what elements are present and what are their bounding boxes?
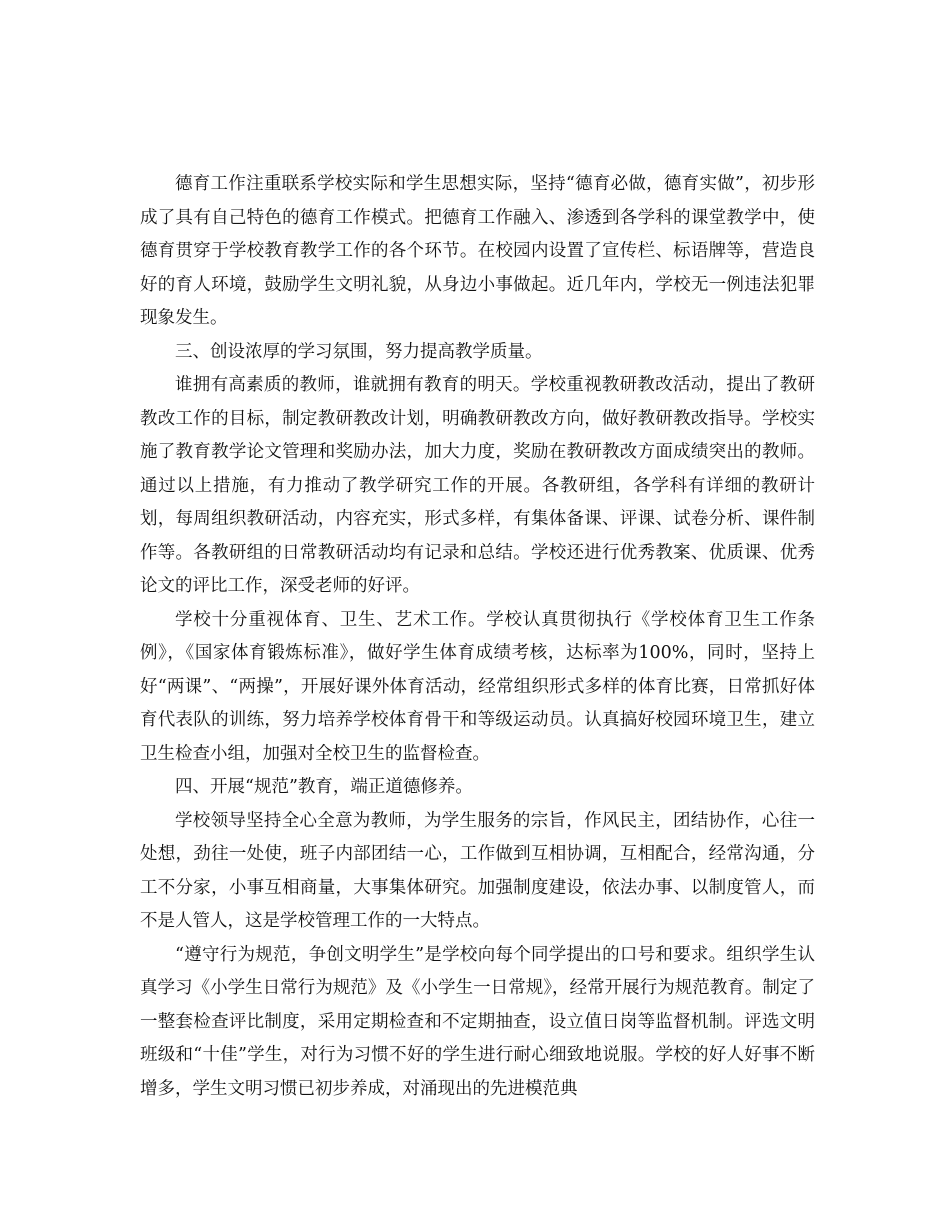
section-heading-3: 三、创设浓厚的学习氛围，努力提高教学质量。 [175, 341, 543, 362]
section-heading-4: 四、开展“规范”教育，端正道德修养。 [175, 777, 473, 797]
paragraph-sports-health: 学校十分重视体育、卫生、艺术工作。学校认真贯彻执行《学校体育卫生工作条例》，《国家体育锻炼标准》，做好学生体育成绩考核，达标率为100%，同时，坚持上好“两课”、“两操”，开展好课外体育活动，经常组织形式多样的体育比赛，日常抓好体育代表队的训练，努力培养学校体育骨干和等级运动员。认真搞好校园环境卫生，建立卫生检查小组，加强对全校卫生的监督检查。 [140, 609, 815, 764]
paragraph-teaching-research: 谁拥有高素质的教师，谁就拥有教育的明天。学校重视教研教改活动，提出了教研教改工作的目标，制定教研教改计划，明确教研教改方向，做好教研教改指导。学校实施了教育教学论文管理和奖励办法，加大力度，奖励在教研教改方面成绩突出的教师。通过以上措施，有力推动了教学研究工作的开展。各教研组，各学科有详细的教研计划，每周组织教研活动，内容充实，形式多样，有集体备课、评课、试卷分析、课件制作等。各教研组的日常教研活动均有记录和总结。学校还进行优秀教案、优质课、优秀论文的评比工作，深受老师的好评。 [140, 375, 815, 596]
paragraph-moral-education: 德育工作注重联系学校实际和学生思想实际，坚持“德育必做，德育实做”，初步形成了具有自己特色的德育工作模式。把德育工作融入、渗透到各学科的课堂教学中，使德育贯穿于学校教育教学工作的各个环节。在校园内设置了宣传栏、标语牌等，营造良好的育人环境，鼓励学生文明礼貌，从身边小事做起。近几年内，学校无一例违法犯罪现象发生。 [140, 174, 815, 328]
paragraph-leadership: 学校领导坚持全心全意为教师，为学生服务的宗旨，作风民主，团结协作，心往一处想，劲往一处使，班子内部团结一心，工作做到互相协调，互相配合，经常沟通，分工不分家，小事互相商量，大事集体研究。加强制度建设，依法办事、以制度管人，而不是人管人，这是学校管理工作的一大特点。 [140, 810, 815, 931]
paragraph-behavior-norms: “遵守行为规范，争创文明学生”是学校向每个同学提出的口号和要求。组织学生认真学习《小学生日常行为规范》及《小学生一日常规》，经常开展行为规范教育。制定了一整套检查评比制度，采用定期检查和不定期抽查，设立值日岗等监督机制。评选文明班级和“十佳”学生，对行为习惯不好的学生进行耐心细致地说服。学校的好人好事不断增多，学生文明习惯已初步养成，对涌现出的先进模范典 [140, 944, 815, 1099]
document-body [140, 168, 815, 1106]
